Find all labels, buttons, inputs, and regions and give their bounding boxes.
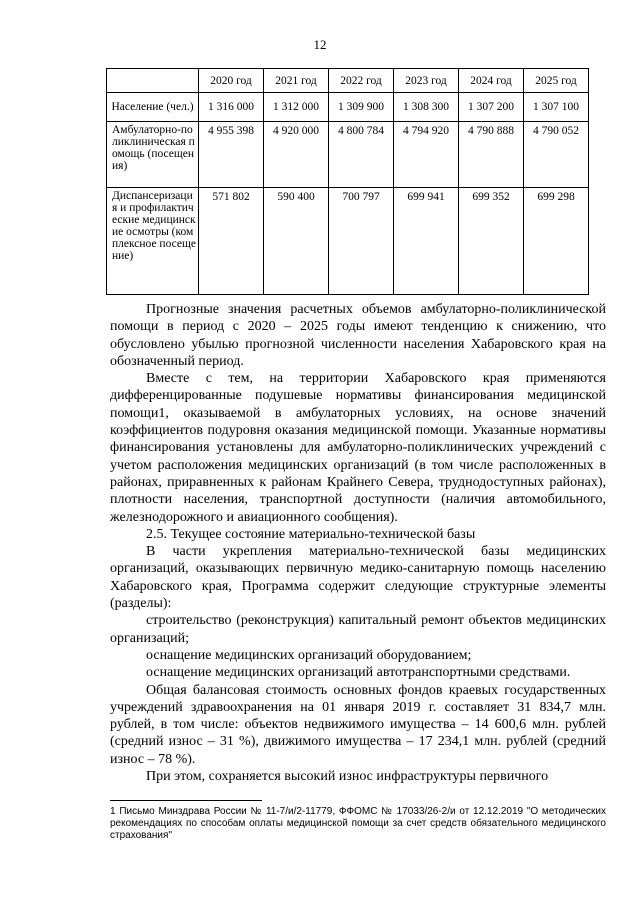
- table-row: [107, 122, 589, 188]
- row-label: Население (чел.): [107, 93, 199, 122]
- table-cell: 1 307 100: [524, 93, 589, 122]
- table-cell: 1 307 200: [459, 93, 524, 122]
- list-item: строительство (реконструкция) капитальный ремонт объектов медицинских организаций;: [110, 613, 606, 646]
- row-label: Диспансеризация и профилактические медицинские осмотры (комплексное посещение): [107, 188, 199, 295]
- list-item: оснащение медицинских организаций оборудованием;: [146, 647, 472, 663]
- row-label: Амбулаторно-поликлиническая помощь (посещения): [107, 122, 199, 188]
- list-item: оснащение медицинских организаций автотранспортными средствами.: [146, 665, 571, 681]
- body-text: [110, 301, 606, 785]
- footnote-separator: [110, 800, 262, 801]
- table-cell: 1 308 300: [394, 93, 459, 122]
- table-header-cell: 2023 год: [394, 69, 459, 93]
- table-cell: 571 802: [199, 188, 264, 295]
- table-cell: 699 298: [524, 188, 589, 295]
- table-cell: 699 941: [394, 188, 459, 295]
- section-heading: 2.5. Текущее состояние материально-технической базы: [146, 526, 476, 542]
- table-cell: 4 955 398: [199, 122, 264, 188]
- table-cell: 4 790 052: [524, 122, 589, 188]
- paragraph: При этом, сохраняется высокий износ инфраструктуры первичного: [146, 769, 549, 785]
- table-cell: 4 794 920: [394, 122, 459, 188]
- table-header-cell: 2020 год: [199, 69, 264, 93]
- table-cell: 4 920 000: [264, 122, 329, 188]
- footnote: 1 Письмо Минздрава России № 11-7/и/2-11779, ФФОМС № 17033/26-2/и от 12.12.2019 "О методических рекомендациях по способам оплаты медицинской помощи за счет средств обязательного медицинского страхования": [110, 806, 606, 841]
- table-cell: 4 790 888: [459, 122, 524, 188]
- table-cell: 1 309 900: [329, 93, 394, 122]
- paragraph: Общая балансовая стоимость основных фондов краевых государственных учреждений здравоохранения на 01 января 2019 г. составляет 31 834,7 млн. рублей, в том числе: объектов недвижимого имущества – 14 600,6 млн. рублей (средний износ – 31 %), движимого имущества – 17 234,1 млн. рублей (средний износ – 78 %).: [110, 682, 606, 767]
- table-cell: 700 797: [329, 188, 394, 295]
- table-header-cell: 2024 год: [459, 69, 524, 93]
- paragraph: Прогнозные значения расчетных объемов амбулаторно-поликлинической помощи в период с 2020 – 2025 годы имеют тенденцию к снижению, что обусловлено убылью прогнозной численности населения Хабаровского края на обозначенный период.: [110, 302, 606, 369]
- table-cell: 1 312 000: [264, 93, 329, 122]
- table-row: [107, 93, 589, 122]
- table-cell: 699 352: [459, 188, 524, 295]
- table-header-cell: [107, 69, 199, 93]
- paragraph: Вместе с тем, на территории Хабаровского края применяются дифференцированные подушевые нормативы финансирования медицинской помощи1, оказываемой в амбулаторных условиях, на основе значений коэффициентов подуровня оказания медицинской помощи. Указанные нормативы финансирования установлены для амбулаторно-поликлинических учреждений с учетом расположения медицинских организаций (в том числе расположенных в районах, приравненных к районам Крайнего Севера, труднодоступных районах), плотности населения, транспортной доступности (наличия автомобильного, железнодорожного и авиационного сообщения).: [110, 371, 606, 525]
- forecast-table: [106, 68, 589, 295]
- page-number: 12: [313, 37, 327, 52]
- paragraph: В части укрепления материально-технической базы медицинских организаций, оказывающих первичную медико-санитарную помощь населению Хабаровского края, Программа содержит следующие структурные элементы (разделы):: [110, 544, 606, 612]
- table-cell: 4 800 784: [329, 122, 394, 188]
- table-header-row: [107, 69, 589, 93]
- table-header-cell: 2025 год: [524, 69, 589, 93]
- table-row: [107, 188, 589, 295]
- table-header-cell: 2021 год: [264, 69, 329, 93]
- table-cell: 1 316 000: [199, 93, 264, 122]
- table-cell: 590 400: [264, 188, 329, 295]
- table-header-cell: 2022 год: [329, 69, 394, 93]
